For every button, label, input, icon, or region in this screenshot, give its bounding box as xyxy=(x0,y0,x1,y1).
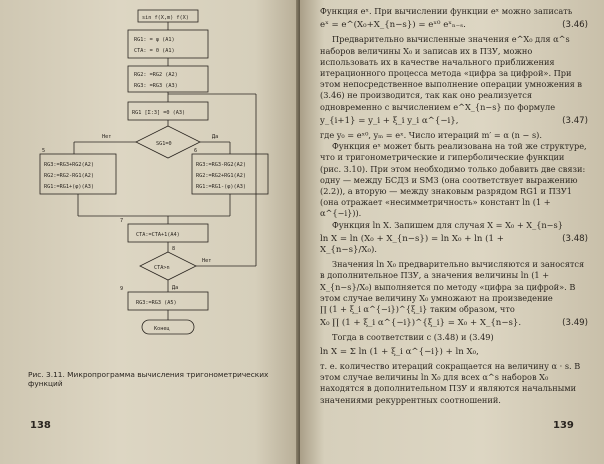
para-product: ∏ (1 + ξ_i α^{−i})^{ξ_i} таким образом, что xyxy=(320,304,515,315)
figure-caption: Рис. 3.11. Микропрограмма вычисления тригонометрических функций xyxy=(28,370,269,388)
equation-3-46 xyxy=(320,20,588,31)
flow-block9-text: RG3:=RG3 (A5) xyxy=(136,300,177,306)
flow-branch-no: Нет xyxy=(102,134,112,140)
flow-block6-line3: RG1:=RG1-(φ)(A3) xyxy=(196,184,246,190)
flow-block2-line1: RG2: =RG2 (A2) xyxy=(134,72,178,78)
flow-label-6: 6 xyxy=(194,148,198,154)
flow-decision2-text: СТА>n xyxy=(154,265,170,271)
flow-branch-yes: Да xyxy=(212,134,219,140)
flow-block5-line3: RG1:=RG1+(φ)(A3) xyxy=(44,184,94,190)
equation-3-48 xyxy=(320,234,588,256)
equation-3-48-number: (3.48) xyxy=(562,233,588,244)
equation-3-49-number: (3.49) xyxy=(562,318,588,329)
flow-label-5: 5 xyxy=(42,148,46,154)
para-then: Тогда в соответствии с (3.48) и (3.49) xyxy=(332,332,494,343)
flow-block1-line1: RG1: = φ (A1) xyxy=(134,37,175,43)
right-page-text xyxy=(320,6,588,406)
flow-decision1-text: SG1=0 xyxy=(156,141,172,147)
flow-dec2-no: Нет xyxy=(202,258,212,264)
left-page xyxy=(0,0,300,464)
flow-block6-line1: RG3:=RG3-RG2(A2) xyxy=(196,162,246,168)
equation-3-47 xyxy=(320,116,588,127)
equation-3-48-body: ln X = ln (X₀ + X_{n−s}) = ln X₀ + ln (1 + X_{n−s}/X₀). xyxy=(320,233,504,256)
para-lnx-intro: Функция ln X. Запишем для случая X = X₀ + X_{n−s} xyxy=(332,219,563,230)
equation-lnx-sum-body: ln X = Σ ln (1 + ξ_i α^{−i}) + ln X₀, xyxy=(320,346,479,357)
flow-block5-line1: RG3:=RG3+RG2(A2) xyxy=(44,162,94,168)
flow-block3-text: RG1 [Σ:3] =0 (A3) xyxy=(132,110,186,116)
equation-3-47-number: (3.47) xyxy=(562,115,588,126)
para-exp-intro: Функция eˣ. При вычислении функции eˣ можно записать xyxy=(320,6,573,16)
flow-block7-text: СТА:=СТА+1(A4) xyxy=(136,232,180,238)
flow-label-9: 9 xyxy=(120,286,124,292)
page-number-left: 138 xyxy=(30,420,51,431)
flowchart xyxy=(20,8,290,368)
flow-block5-line2: RG2:=RG2-RG1(A2) xyxy=(44,173,94,179)
para-lnx-values: Значения ln X₀ предварительно вычисляются и заносятся в дополнительное ПЗУ, а значения величины ln (1 + X_{n−s}/X₀) выполняется по методу «цифра за цифрой». В этом случае величину X₀ умножают на произведение xyxy=(320,259,585,303)
para-structure: Функция eˣ может быть реализована на той же структуре, что и тригонометрические и гиперболические функции (рис. 3.10). При этом необходимо только добавить две связи: одну — между БСДЗ и SM3 (она соответствует выражению (2.2)), а вторую — между знаковым разрядом RG1 и ПЗУ1 (она отражает «несимметричность» констант ln (1 + α^{−i})). xyxy=(320,141,587,219)
flow-end-text: Конец xyxy=(154,326,170,332)
equation-3-46-number: (3.46) xyxy=(562,20,588,31)
equation-lnx-sum xyxy=(320,347,588,358)
flow-start-text: sin f(X,m) f(X) xyxy=(142,15,189,21)
flow-label-7: 7 xyxy=(120,218,124,224)
flow-block6-line2: RG2:=RG2+RG1(A2) xyxy=(196,173,246,179)
flow-dec2-yes: Да xyxy=(172,285,179,291)
right-page xyxy=(300,0,604,464)
flow-block2-line2: RG3: =RG3 (A3) xyxy=(134,83,178,89)
flow-label-8: 8 xyxy=(172,246,176,252)
page-number-right: 139 xyxy=(553,420,574,431)
para-conclusion: т. е. количество итераций сокращается на величину α · s. В этом случае величины ln X₀ для всех α^s наборов X₀ находятся в дополнительном ПЗУ и являются начальными значениями рекуррентных соотношений. xyxy=(320,360,581,405)
equation-3-46-body: eˣ = e^(X₀+X_{n−s}) = eˣ⁰ eˣₙ₋ₛ. xyxy=(320,20,466,31)
equation-3-49 xyxy=(320,318,588,329)
equation-3-47-body: y_{i+1} = y_i + ξ_i y_i α^{−i}, xyxy=(320,115,459,126)
para-exp-method: Предварительно вычисленные значения e^X₀ для α^s наборов величины X₀ и записав их в ПЗУ, можно использовать их в качестве начального приближения итерационного процесса метода «цифра за цифрой». При этом непосредственное выполнение операции умножения в (3.46) не производится, так как оно реализуется одновременно с вычислением e^X_{n−s} по формуле xyxy=(320,34,583,112)
flow-block1-line2: СТА: = 0 (A1) xyxy=(134,48,175,54)
para-iterations: где y₀ = eˣ⁰, yₘ = eˣ. Число итераций m′ = α (n − s). xyxy=(320,130,542,141)
equation-3-49-body: X₀ ∏ (1 + ξ_i α^{−i})^{ξ_i} = X₀ + X_{n−s}. xyxy=(320,318,522,329)
